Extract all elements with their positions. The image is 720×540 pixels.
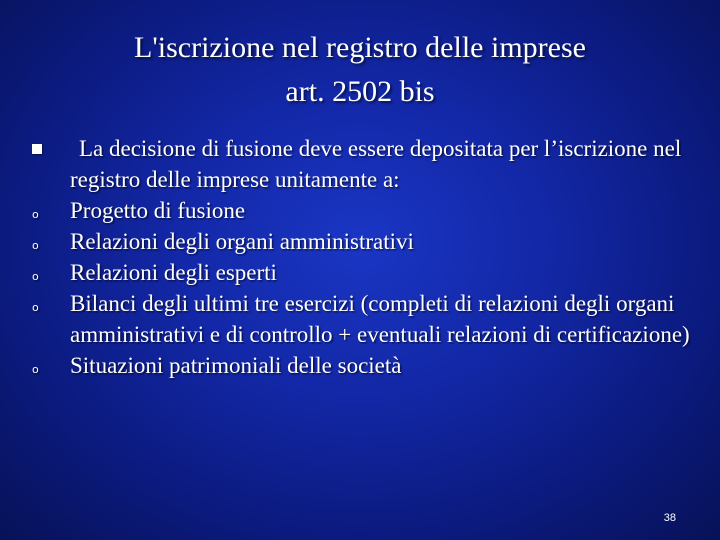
list-item-intro	[30, 133, 700, 195]
list-item-progetto	[30, 195, 700, 226]
list-item-text: Relazioni degli organi amministrativi	[70, 229, 414, 254]
circle-bullet-icon: o	[32, 301, 39, 314]
bullet-list	[30, 133, 700, 381]
slide-title-line-2: art. 2502 bis	[285, 75, 435, 108]
list-item-text: Relazioni degli esperti	[70, 260, 277, 285]
circle-bullet-icon: o	[32, 270, 39, 283]
list-item-text: Situazioni patrimoniali delle società	[70, 353, 402, 378]
list-item-text: Progetto di fusione	[70, 198, 246, 223]
list-item-text: Bilanci degli ultimi tre esercizi (completi di relazioni degli organi amministrativi e di controllo + eventuali relazioni di certificazione)	[70, 291, 690, 347]
circle-bullet-icon: o	[32, 239, 39, 252]
slide-title-line-1: L'iscrizione nel registro delle imprese	[134, 31, 586, 64]
circle-bullet-icon: o	[32, 363, 39, 376]
circle-bullet-icon: o	[32, 208, 39, 221]
list-item-relazioni-esperti	[30, 257, 700, 288]
page-number: 38	[663, 512, 676, 524]
list-item-bilanci	[30, 288, 700, 350]
square-bullet-icon	[30, 133, 70, 164]
list-item-situazioni	[30, 350, 700, 381]
list-item-relazioni-organi	[30, 226, 700, 257]
slide-title	[0, 26, 720, 114]
list-item-text: La decisione di fusione deve essere depositata per l’iscrizione nel registro delle imprese unitamente a:	[70, 136, 682, 192]
